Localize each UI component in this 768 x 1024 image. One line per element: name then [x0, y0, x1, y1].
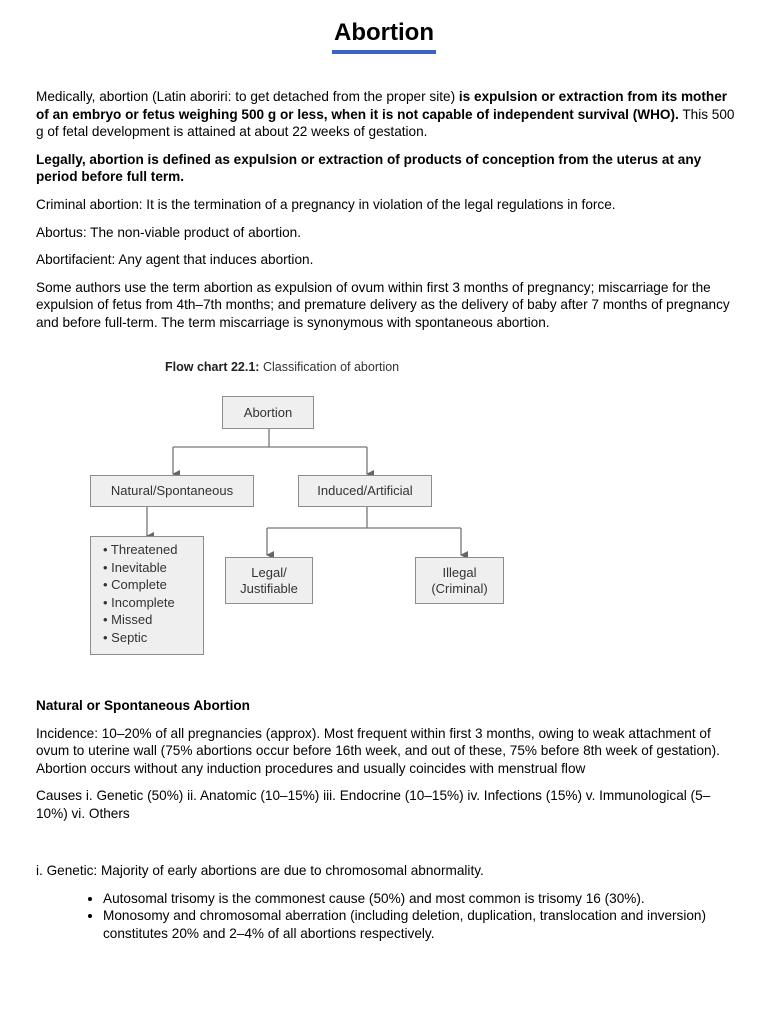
legal-definition-bold: Legally, abortion is defined as expulsion or extraction of products of conception from the uterus at any period before full term. [36, 151, 702, 185]
illegal-line-2: (Criminal) [431, 580, 488, 596]
paragraph-abortifacient: Abortifacient: Any agent that induces abortion. [36, 252, 314, 268]
paragraph-terminology: Some authors use the term abortion as expulsion of ovum within first 3 months of pregnancy; miscarriage for the expulsion of fetus from 4th–7th months; and premature delivery as the delivery of baby after 7 months of pregnancy and before full-term. The term miscarriage is synonymous with spontaneous abortion. [36, 279, 730, 330]
list-item: • Monosomy and chromosomal aberration (including deletion, duplication, translocation and inversion) constitutes 20% and 2–4% of all abortions respectively. [103, 907, 736, 942]
natural-type-item: • Missed [103, 612, 153, 628]
title-container [0, 18, 768, 54]
intro-section [36, 88, 736, 342]
natural-abortion-section [36, 697, 736, 833]
medical-definition-text: Medically, abortion (Latin aboriri: to get detached from the proper site) [36, 89, 459, 104]
natural-type-item: • Septic [103, 629, 148, 645]
flowchart-illegal-label [431, 565, 487, 597]
gestation-note: This 500 g of fetal development is attained at about 22 weeks of gestation. [36, 106, 735, 140]
legal-line-2: Justifiable [240, 580, 298, 596]
flowchart-induced-label: Induced/Artificial [317, 483, 413, 498]
flowchart-title-number: Flow chart 22.1: [165, 360, 260, 374]
natural-type-item: • Complete [103, 577, 167, 593]
paragraph-criminal-abortion: Criminal abortion: It is the termination of a pregnancy in violation of the legal regulations in force. [36, 196, 616, 212]
flowchart-root-box [222, 396, 314, 429]
medical-definition-bold: is expulsion or extraction from its mother of an embryo or fetus weighing 500 g or less, when it is not capable of independent survival (WHO). [36, 89, 728, 122]
flowchart-natural-box [90, 475, 254, 507]
flowchart-legal-box [225, 557, 313, 604]
section-heading [36, 697, 736, 715]
flowchart-root-label: Abortion [243, 404, 293, 420]
paragraph-medical-definition [36, 88, 736, 141]
natural-type-item: • Incomplete [103, 594, 175, 610]
genetic-bullet-list [36, 890, 736, 943]
flowchart-illegal-box [415, 557, 504, 604]
flowchart-legal-label [240, 565, 298, 597]
flowchart-natural-label: Natural/Spontaneous [110, 483, 234, 498]
natural-type-item: • Threatened [103, 542, 178, 557]
flowchart-natural-types-box [90, 536, 204, 655]
natural-types-list [91, 537, 203, 647]
flowchart-title-text: Classification of abortion [259, 360, 400, 374]
legal-line-1: Legal/ [251, 564, 287, 580]
genetic-section [36, 862, 736, 942]
list-item: • Autosomal trisomy is the commonest cause (50%) and most common is trisomy 16 (30%). [103, 890, 736, 908]
paragraph-abortus: Abortus: The non-viable product of abortion. [36, 224, 301, 240]
flowchart-induced-box [298, 475, 432, 507]
paragraph-causes: Causes i. Genetic (50%) ii. Anatomic (10–15%) iii. Endocrine (10–15%) iv. Infections (15%) v. Immunological (5–10%) vi. Others [36, 788, 711, 821]
illegal-line-1: Illegal [442, 564, 477, 580]
page-title: Abortion [332, 18, 436, 54]
paragraph-incidence: Incidence: 10–20% of all pregnancies (approx). Most frequent within first 3 months, owing to weak attachment of ovum to uterine wall (75% abortions occur before 16th week, and out of these, 75% before 8th week of gestation). Abortion occurs without any induction procedures and usually coincides with menstrual flow [36, 725, 720, 776]
flowchart [88, 356, 532, 658]
section-heading-text: Natural or Spontaneous Abortion [36, 698, 250, 713]
natural-type-item: • Inevitable [103, 559, 167, 575]
paragraph-legal-definition [36, 151, 736, 186]
paragraph-genetic: i. Genetic: Majority of early abortions are due to chromosomal abnormality. [36, 863, 484, 878]
